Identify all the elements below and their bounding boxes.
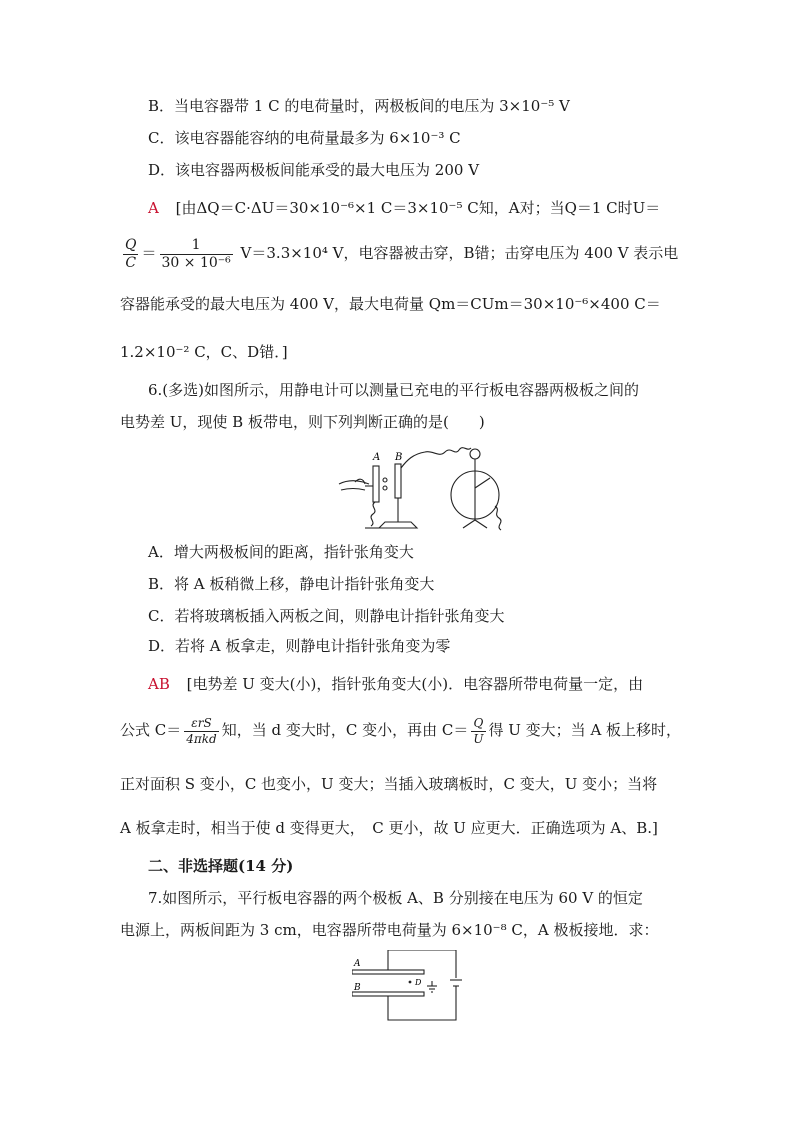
q6-option-d: D．若将 A 板拿走，则静电计指针张角变为零 bbox=[148, 637, 451, 655]
q5-option-d: D．该电容器两极板间能承受的最大电压为 200 V bbox=[148, 161, 480, 179]
q6-answer-line-2 bbox=[120, 712, 681, 748]
q6-stem-line-1: 6.(多选)如图所示，用静电计可以测量已充电的平行板电容器两极板之间的 bbox=[148, 381, 640, 399]
plate-a bbox=[352, 970, 424, 974]
ground-wire-electroscope bbox=[495, 506, 501, 530]
q6-fraction-capacitance bbox=[184, 716, 218, 747]
q7-stem-line-1: 7.如图所示，平行板电容器的两个极板 A、B 分别接在电压为 60 V 的恒定 bbox=[148, 889, 643, 907]
q6-answer-text-2c: 得 U 变大；当 A 板上移时， bbox=[488, 721, 682, 739]
ground-wire-a bbox=[371, 502, 375, 526]
q5-answer-text-1: [由ΔQ＝C·ΔU＝30×10⁻⁶×1 C＝3×10⁻⁵ C知，A对；当Q＝1 C时U＝ bbox=[175, 199, 661, 217]
q6-stem-line-2: 电势差 U，现使 B 板带电，则下列判断正确的是( ) bbox=[120, 413, 485, 431]
q6-answer-line-1 bbox=[148, 674, 643, 694]
fig-label-a: A bbox=[373, 452, 381, 463]
q5-answer-line-4: 1.2×10⁻² C，C、D错．] bbox=[120, 343, 288, 361]
q5-answer-line-3: 容器能承受的最大电压为 400 V，最大电荷量 Qm＝CUm＝30×10⁻⁶×400 C＝ bbox=[120, 295, 661, 313]
capacitor-circuit-figure bbox=[352, 950, 464, 1026]
q6-answer-text-1: [电势差 U 变大(小)，指针张角变大(小)．电容器所带电荷量一定，由 bbox=[186, 675, 644, 693]
q5-fraction-value bbox=[160, 237, 233, 272]
q6-answer-line-4: A 板拿走时，相当于使 d 变得更大， C 更小，故 U 应更大．正确选项为 A、B.] bbox=[120, 819, 658, 837]
fig-label-d: D bbox=[415, 978, 422, 987]
q5-option-b: B．当电容器带 1 C 的电荷量时，两极板间的电压为 3×10⁻⁵ V bbox=[148, 97, 570, 115]
fraction-denominator: 4πkd bbox=[186, 731, 217, 746]
q5-option-c: C．该电容器能容纳的电荷量最多为 6×10⁻³ C bbox=[148, 129, 461, 147]
q6-option-a: A．增大两极板间的距离，指针张角变大 bbox=[148, 543, 414, 561]
wire-b-to-electroscope bbox=[401, 448, 471, 468]
q6-answer-line-3: 正对面积 S 变小，C 也变小，U 变大；当插入玻璃板时，C 变大，U 变小；当将 bbox=[120, 775, 658, 793]
section-heading: 二、非选择题(14 分) bbox=[148, 857, 294, 875]
q6-fraction-q-over-u bbox=[471, 716, 485, 747]
plate-a bbox=[373, 466, 379, 502]
q5-answer-text-2: V＝3.3×10⁴ V，电容器被击穿，B错；击穿电压为 400 V 表示电 bbox=[240, 244, 679, 262]
q5-answer-letter: A bbox=[148, 199, 159, 217]
fraction-numerator: Q bbox=[471, 716, 485, 732]
q5-answer-line-1 bbox=[148, 198, 660, 218]
electroscope-needle bbox=[475, 478, 490, 488]
q5-fraction-q-over-c bbox=[123, 237, 138, 272]
fraction-denominator: 30 × 10⁻⁶ bbox=[161, 254, 231, 271]
fraction-denominator: U bbox=[473, 731, 484, 746]
q5-answer-line-2: $\frac{Q}{C}$ ＝ $\frac{1}{\text{30 × 10⁻⁶}}$ V＝3.3×10⁴ V，电容器被击穿，B错；击穿电压为 400 V 表示电 bbox=[125, 236, 679, 271]
fraction-numerator: εrS bbox=[184, 716, 218, 732]
electroscope-figure bbox=[335, 440, 505, 535]
fig-label-b: B bbox=[395, 452, 403, 463]
q6-answer-letter: AB bbox=[148, 675, 170, 693]
point-d bbox=[409, 981, 412, 984]
q6-option-b: B．将 A 板稍微上移，静电计指针张角变大 bbox=[148, 575, 435, 593]
q6-option-c: C．若将玻璃板插入两板之间，则静电计指针张角变大 bbox=[148, 607, 505, 625]
plate-b bbox=[395, 464, 401, 498]
fraction-numerator: Q bbox=[125, 236, 137, 253]
q7-stem-line-2: 电源上，两板间距为 3 cm，电容器所带电荷量为 6×10⁻⁸ C，A 极板接地．求： bbox=[120, 921, 659, 939]
fig-label-b: B bbox=[354, 983, 361, 993]
plate-b bbox=[352, 992, 424, 996]
fraction-numerator: 1 bbox=[160, 237, 233, 255]
electroscope-knob bbox=[470, 449, 480, 459]
fig-label-a: A bbox=[354, 959, 361, 969]
q6-answer-text-2a: 公式 C＝ bbox=[120, 721, 182, 739]
fraction-denominator: C bbox=[125, 254, 137, 271]
q6-answer-text-2b: 知，当 d 变大时，C 变小，再由 C＝ bbox=[221, 721, 469, 739]
